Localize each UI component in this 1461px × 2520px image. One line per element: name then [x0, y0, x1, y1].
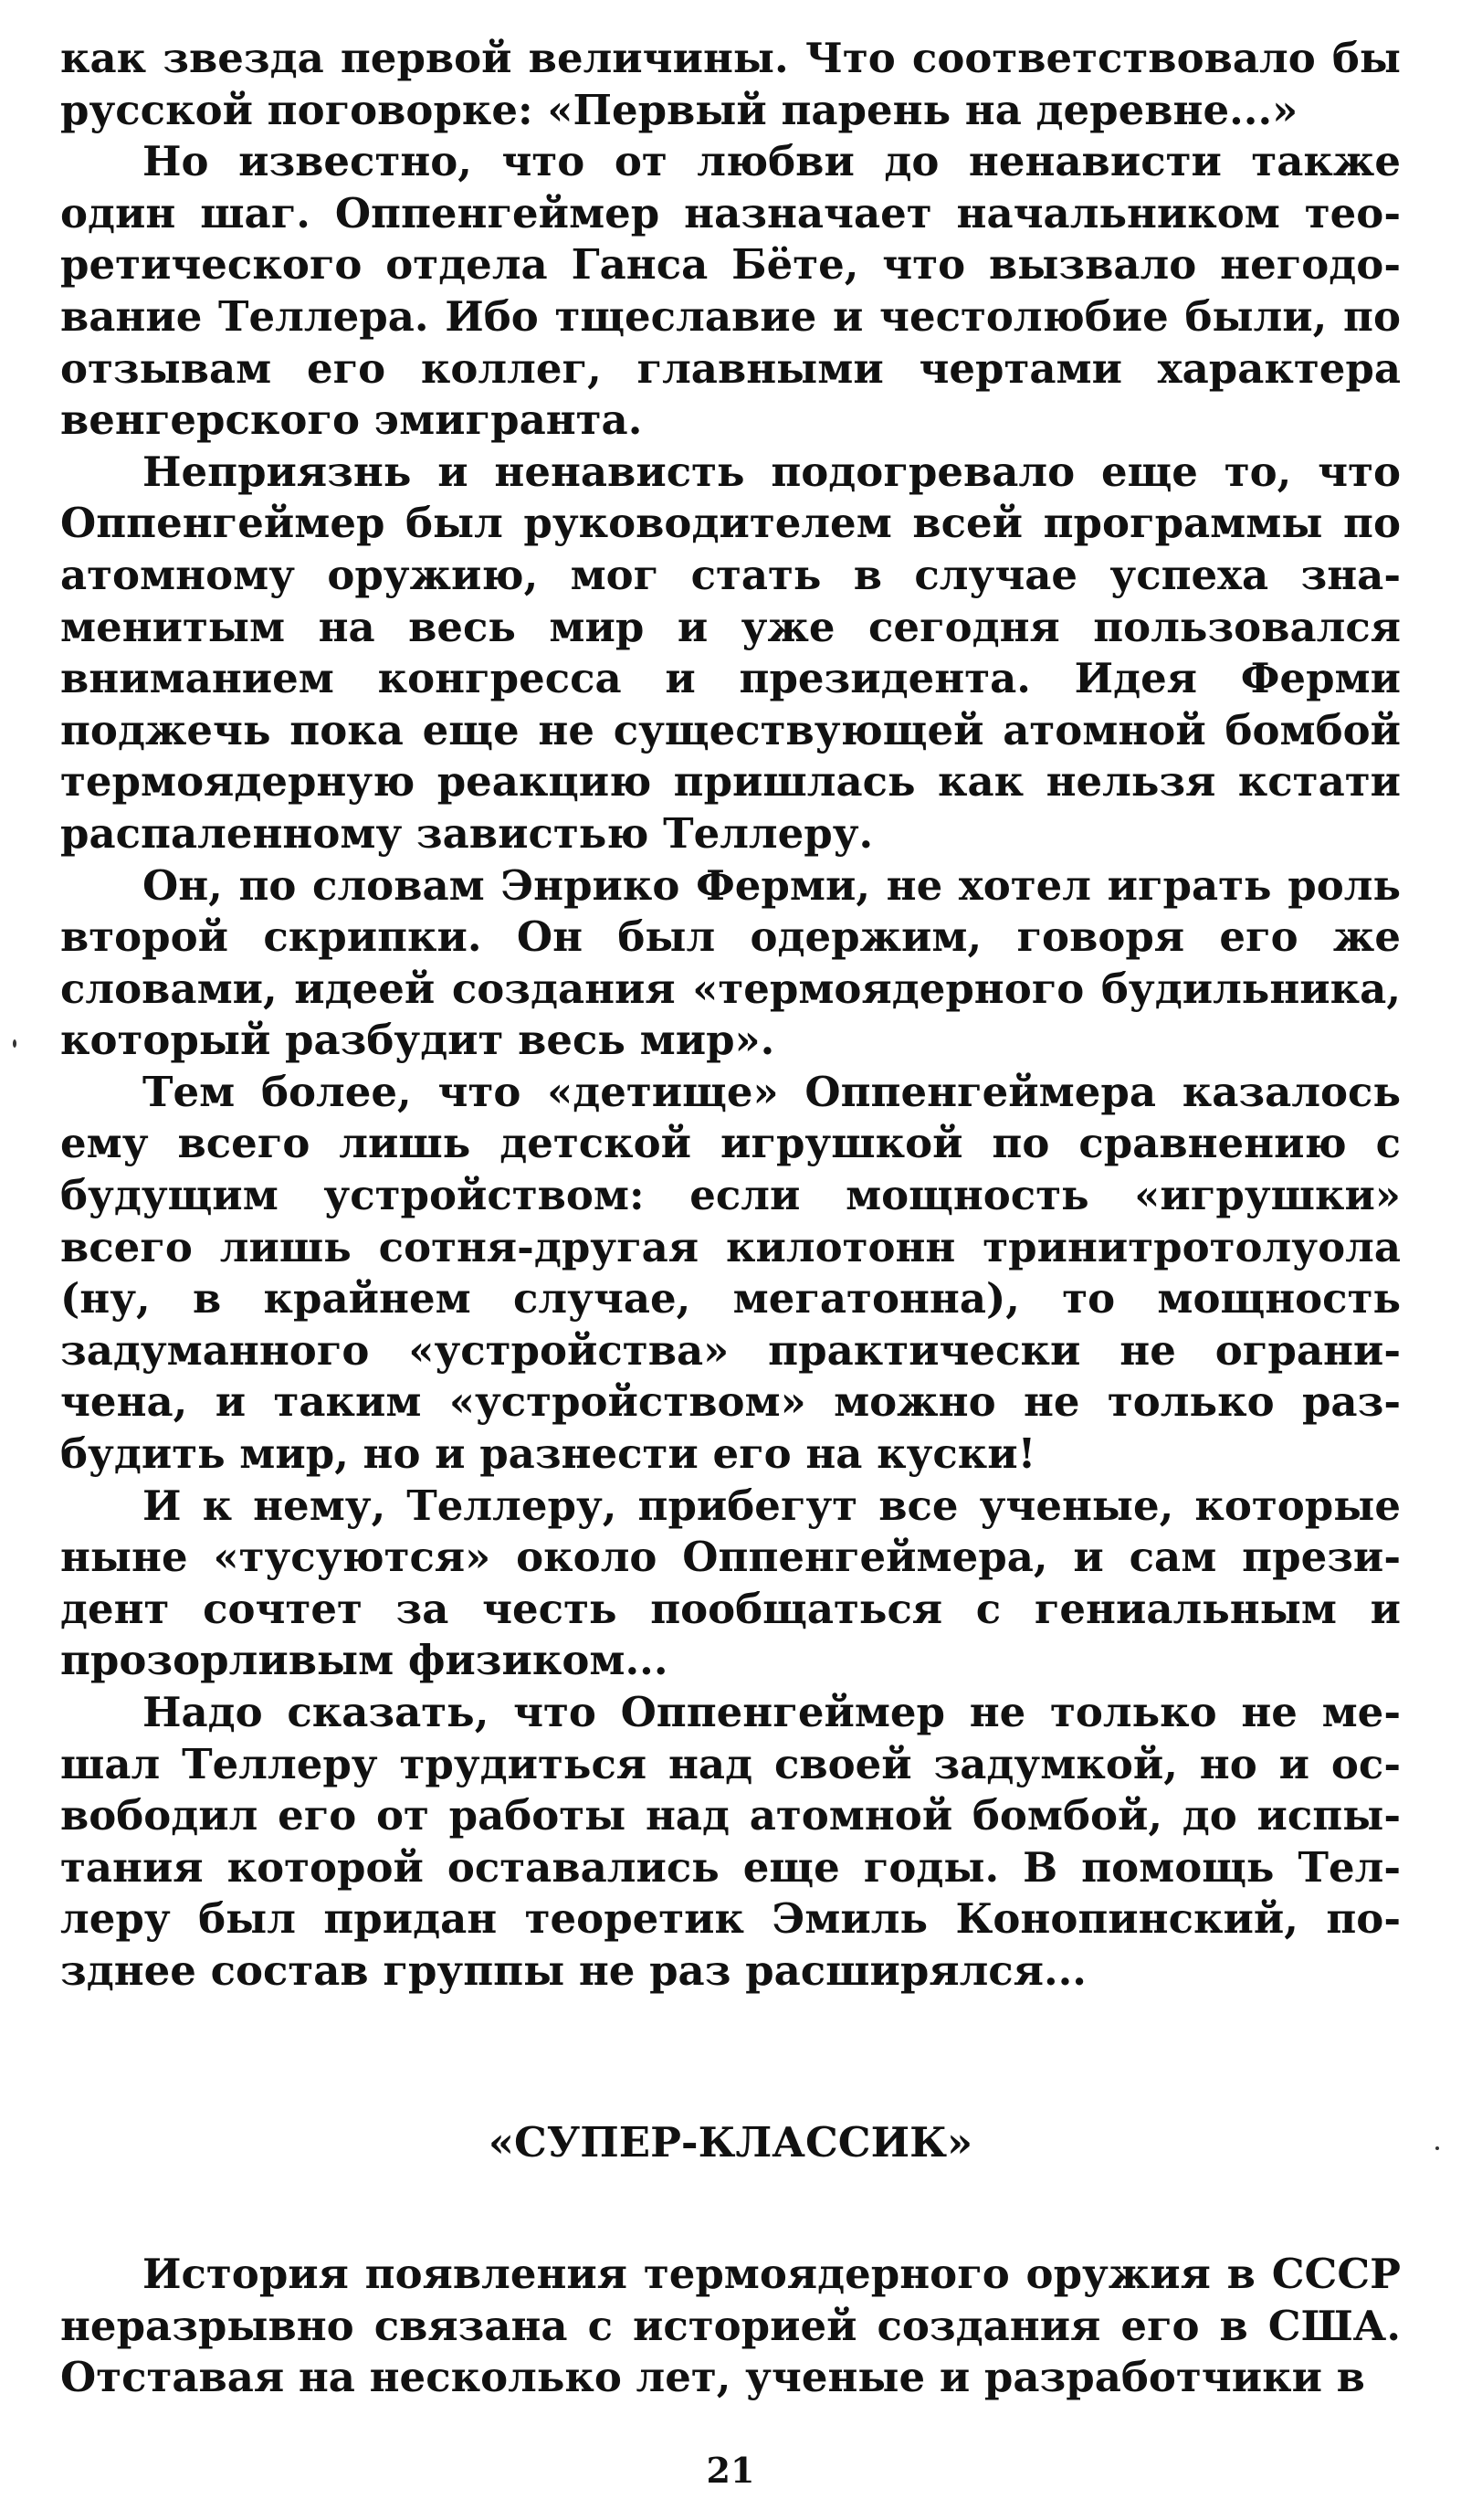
paragraph: Он, по словам Энрико Ферми, не хотел играть роль второй скрипки. Он был одержим, говоря его же словами, идеей создания «термоядерного будильника, который разбудит весь мир».: [60, 860, 1401, 1065]
main-text: [60, 33, 1401, 1998]
scan-speck: [1435, 2146, 1439, 2150]
section-text: [60, 2249, 1401, 2404]
paragraph: Но известно, что от любви до ненависти также один шаг. Оппенгеймер назначает начальником теоретического отдела Ганса Бёте, что вызвало негодование Теллера. Ибо тщеславие и честолюбие были, по отзывам его коллег, главными чертами характера венгерского эмигранта.: [60, 137, 1401, 445]
paragraph: И к нему, Теллеру, прибегут все ученые, которые ныне «тусуются» около Оппенгеймера, и сам президент сочтет за честь пообщаться с гениальным и прозорливым физиком...: [60, 1481, 1401, 1685]
paragraph: История появления термоядерного оружия в СССР неразрывно связана с историей создания его в США. Отставая на несколько лет, ученые и разработчики в: [60, 2250, 1401, 2402]
paragraph: Тем более, что «детище» Оппенгеймера казалось ему всего лишь детской игрушкой по сравнению с будущим устройством: если мощность «игрушки» всего лишь сотня-другая килотонн тринитротолуола (ну, в крайнем случае, мегатонна), то мощность задуманного «устройства» практически не ограничена, и таким «устройством» можно не только разбудить мир, но и разнести его на куски!: [60, 1067, 1401, 1479]
paragraph: Неприязнь и ненависть подогревало еще то, что Оппенгеймер был руководителем всей программы по атомному оружию, мог стать в случае успеха знаменитым на весь мир и уже сегодня пользовался вниманием конгресса и президента. Идея Ферми поджечь пока еще не существующей атомной бомбой термоядерную реакцию пришлась как нельзя кстати распаленному завистью Теллеру.: [60, 447, 1401, 858]
paragraph: Надо сказать, что Оппенгеймер не только не мешал Теллеру трудиться над своей задумкой, но и освободил его от работы над атомной бомбой, до испытания которой оставались еще годы. В помощь Теллеру был придан теоретик Эмиль Конопинский, позднее состав группы не раз расширялся...: [60, 1688, 1401, 1995]
page-number: 21: [706, 2450, 755, 2491]
section-title: «СУПЕР-КЛАССИК»: [488, 2118, 973, 2167]
paragraph: как звезда первой величины. Что соответствовало бы русской поговорке: «Первый парень на деревне...»: [60, 34, 1401, 134]
scan-speck: [13, 1039, 16, 1048]
